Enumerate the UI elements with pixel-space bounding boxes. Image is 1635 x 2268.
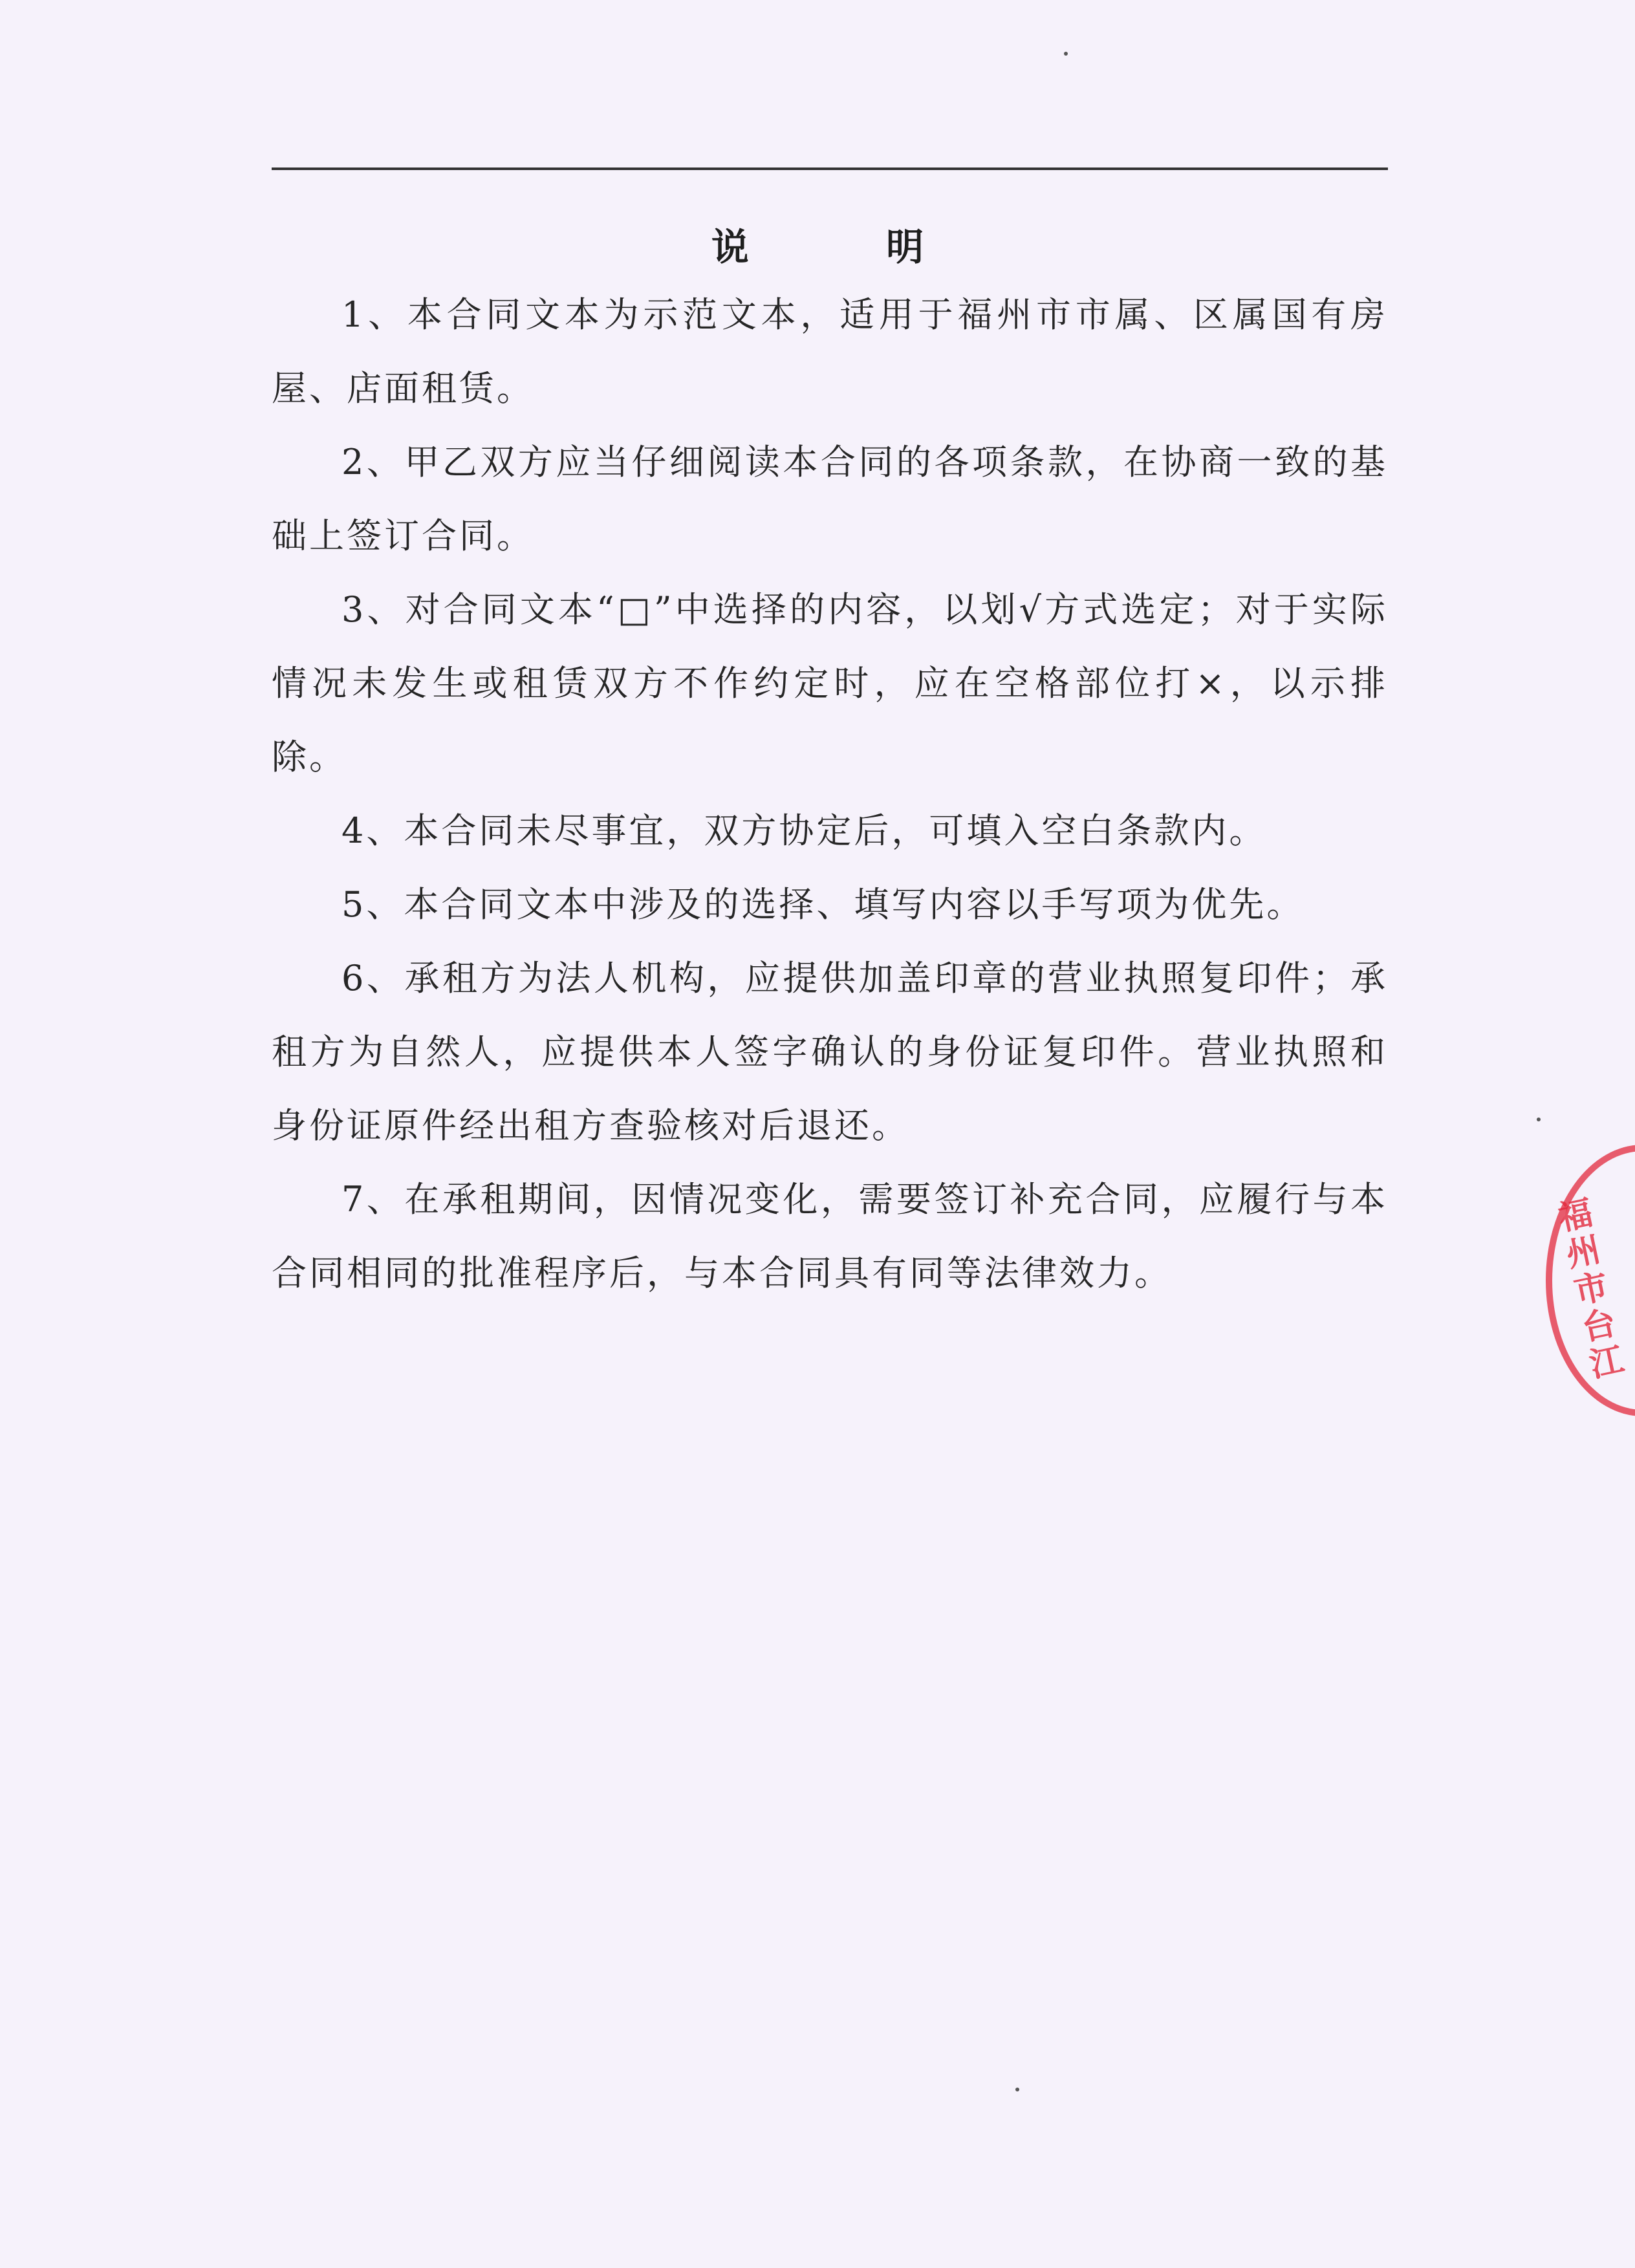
instruction-paragraph-4: 4、本合同未尽事宜，双方协定后，可填入空白条款内。 <box>341 810 1267 851</box>
page-title: 说 明 <box>711 225 986 269</box>
scan-speck <box>1064 52 1068 56</box>
instruction-paragraph-7: 7、在承租期间，因情况变化，需要签订补充合同，应履行与本合同相同的批准程序后，与本合同具有同等法律效力。 <box>272 1179 1388 1293</box>
seal-text: 福州市台江 <box>1549 1194 1627 1387</box>
instruction-paragraph-2: 2、甲乙双方应当仔细阅读本合同的各项条款，在协商一致的基础上签订合同。 <box>272 442 1388 556</box>
scan-speck <box>1537 1118 1541 1121</box>
instruction-paragraph-5: 5、本合同文本中涉及的选择、填写内容以手写项为优先。 <box>341 884 1305 925</box>
instruction-paragraph-1: 1、本合同文本为示范文本，适用于福州市市属、区属国有房屋、店面租赁。 <box>272 294 1388 409</box>
instruction-paragraph-6: 6、承租方为法人机构，应提供加盖印章的营业执照复印件；承租方为自然人，应提供本人签字确认的身份证复印件。营业执照和身份证原件经出租方查验核对后退还。 <box>272 958 1388 1146</box>
instruction-paragraph-3: 3、对合同文本“□”中选择的内容，以划√方式选定；对于实际情况未发生或租赁双方不作约定时，应在空格部位打×，以示排除。 <box>272 589 1388 777</box>
instructions-body <box>272 278 1388 1310</box>
header-rule <box>272 167 1388 170</box>
scan-speck <box>1015 2088 1019 2091</box>
